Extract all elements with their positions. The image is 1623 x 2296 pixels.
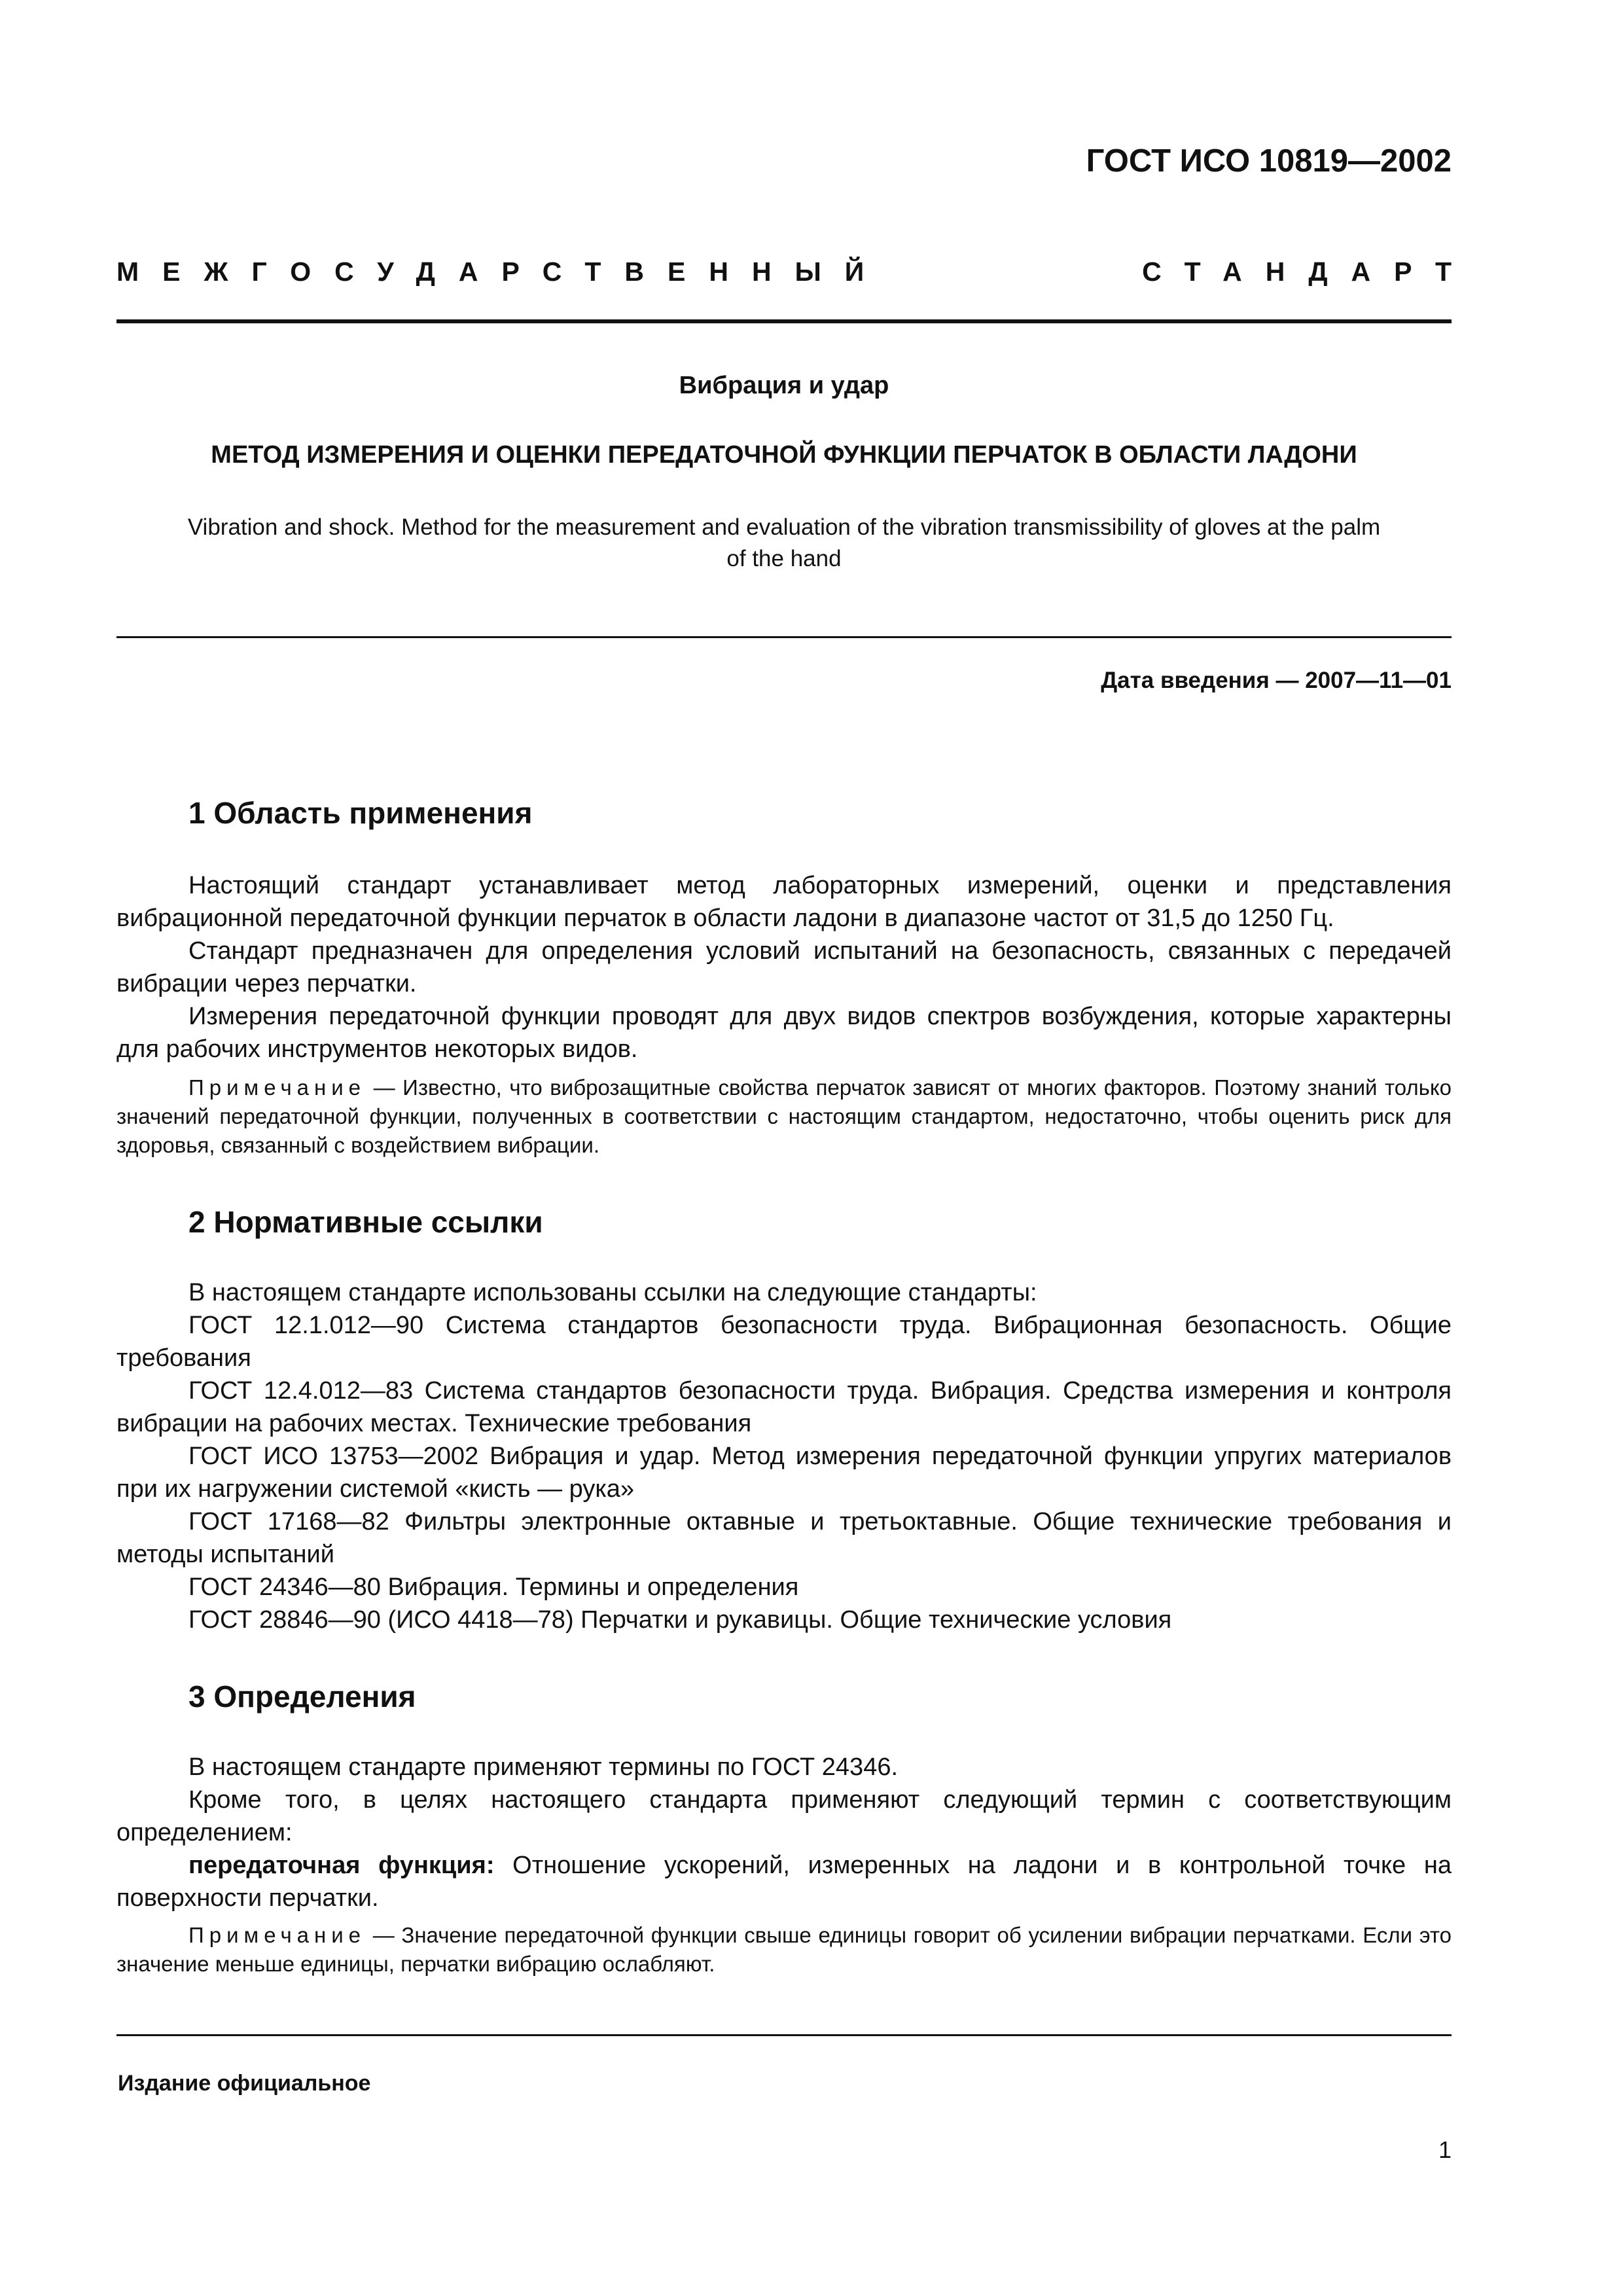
term: передаточная функция: (188, 1852, 495, 1879)
section-1-paragraph-3: Измерения передаточной функции проводят для двух видов спектров возбуждения, которые характерны для рабочих инструментов некоторых видов. (116, 1003, 1452, 1063)
note-text: — Значение передаточной функции свыше единицы говорит об усилении вибрации перчатками. Если это значение меньше единицы, перчатки вибрацию ослабляют. (116, 1923, 1452, 1976)
term-definition-text: Отношение ускорений, измеренных на ладони и в контрольной точке на поверхности перчатки. (116, 1852, 1452, 1912)
section-3-paragraph-2: Кроме того, в целях настоящего стандарта применяют следующий термин с соответствующим определением: (116, 1786, 1452, 1846)
title-english-line-1: Vibration and shock. Method for the measurement and evaluation of the vibration transmissibility of gloves at the palm (187, 514, 1381, 540)
note-label: Примечание (188, 1923, 366, 1947)
section-2-heading: 2 Нормативные ссылки (188, 1205, 543, 1239)
reference-item: ГОСТ ИСО 13753—2002 Вибрация и удар. Метод измерения передаточной функции упругих материалов при их нагружении системой «кисть — рука» (116, 1443, 1452, 1503)
title-russian: МЕТОД ИЗМЕРЕНИЯ И ОЦЕНКИ ПЕРЕДАТОЧНОЙ ФУНКЦИИ ПЕРЧАТОК В ОБЛАСТИ ЛАДОНИ (211, 441, 1357, 469)
title-english (116, 512, 1452, 575)
subtitle: Вибрация и удар (679, 372, 889, 399)
reference-item: ГОСТ 12.1.012—90 Система стандартов безопасности труда. Вибрационная безопасность. Общие требования (116, 1312, 1452, 1372)
section-1-note (116, 1073, 1452, 1160)
header-rule (116, 319, 1452, 323)
page-number: 1 (1438, 2136, 1452, 2163)
term-definition (116, 1849, 1452, 1914)
reference-item: ГОСТ 28846—90 (ИСО 4418—78) Перчатки и рукавицы. Общие технические условия (188, 1606, 1172, 1634)
section-3-note (116, 1921, 1452, 1979)
section-1-heading: 1 Область применения (188, 796, 533, 830)
reference-item: ГОСТ 17168—82 Фильтры электронные октавные и третьоктавные. Общие технические требования и методы испытаний (116, 1508, 1452, 1568)
effective-date: Дата введения — 2007—11—01 (1101, 668, 1452, 693)
banner-word-interstate: МЕЖГОСУДАРСТВЕННЫЙ (116, 257, 888, 287)
note-text: — Известно, что виброзащитные свойства перчаток зависят от многих факторов. Поэтому знаний только значений передаточной функции, полученных в соответствии с настоящим стандартом, недостаточно, чтобы оценить риск для здоровья, связанный с воздействием вибрации. (116, 1075, 1452, 1157)
title-rule (116, 636, 1452, 638)
standard-code: ГОСТ ИСО 10819—2002 (1086, 143, 1452, 179)
footer-rule (116, 2034, 1452, 2036)
reference-item: ГОСТ 24346—80 Вибрация. Термины и определения (188, 1573, 799, 1601)
section-3-paragraph-1: В настоящем стандарте применяют термины по ГОСТ 24346. (188, 1753, 899, 1781)
interstate-standard-banner (116, 257, 1475, 287)
title-english-line-2: of the hand (726, 546, 842, 571)
banner-word-standard: СТАНДАРТ (1142, 257, 1475, 287)
section-1-paragraph-1: Настоящий стандарт устанавливает метод лабораторных измерений, оценки и представления вибрационной передаточной функции перчаток в области ладони в диапазоне частот от 31,5 до 1250 Гц. (116, 872, 1452, 932)
section-3-heading: 3 Определения (188, 1679, 416, 1713)
section-2-intro: В настоящем стандарте использованы ссылки на следующие стандарты: (188, 1279, 1037, 1306)
official-edition-label: Издание официальное (118, 2071, 371, 2096)
note-label: Примечание (188, 1075, 366, 1100)
section-1-paragraph-2: Стандарт предназначен для определения условий испытаний на безопасность, связанных с передачей вибрации через перчатки. (116, 937, 1452, 997)
reference-item: ГОСТ 12.4.012—83 Система стандартов безопасности труда. Вибрация. Средства измерения и контроля вибрации на рабочих местах. Технические требования (116, 1377, 1452, 1437)
